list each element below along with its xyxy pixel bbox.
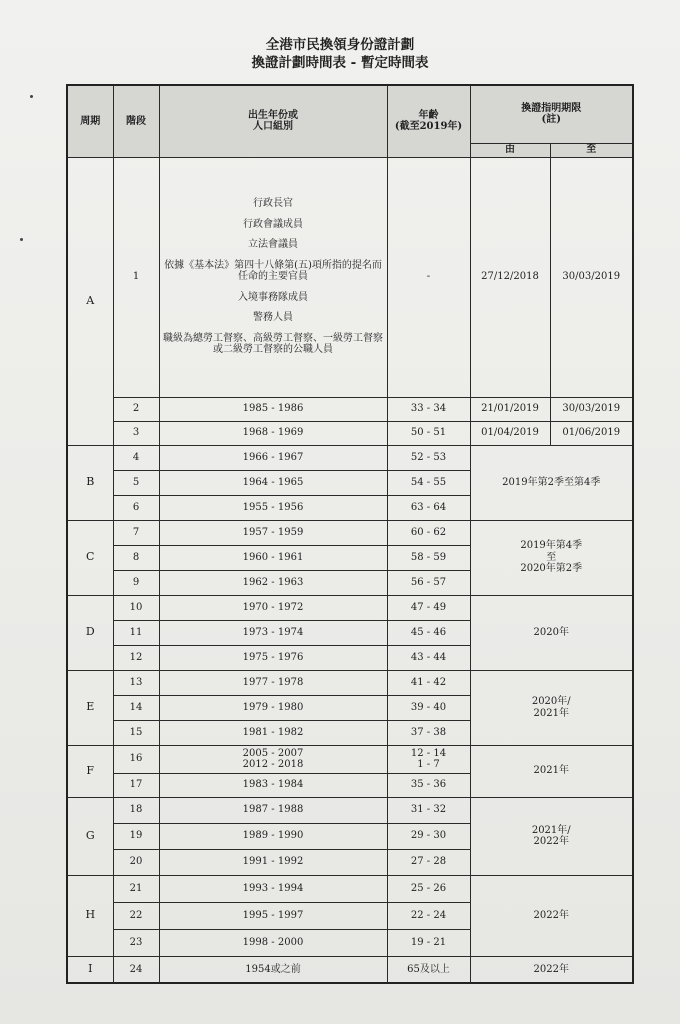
- phase-label: F: [67, 745, 113, 797]
- birth-years: 1977 - 1978: [159, 670, 387, 695]
- birth-years: 2005 - 2007 2012 - 2018: [159, 745, 387, 773]
- stage-number: 15: [113, 720, 159, 745]
- stage-number: 18: [113, 797, 159, 823]
- period-range: 2022年: [470, 875, 633, 956]
- group-item: 行政長官: [253, 198, 293, 210]
- age-range: 35 - 36: [387, 773, 470, 797]
- phase-label: H: [67, 875, 113, 956]
- birth-years: 1981 - 1982: [159, 720, 387, 745]
- group-item: 警務人員: [253, 312, 293, 324]
- age-range: 27 - 28: [387, 849, 470, 875]
- age-range: 52 - 53: [387, 445, 470, 470]
- period-from: 01/04/2019: [470, 421, 550, 445]
- age-range: 22 - 24: [387, 902, 470, 929]
- stage-number: 16: [113, 745, 159, 773]
- group-item: 依據《基本法》第四十八條第(五)項所指的提名而任命的主要官員: [164, 259, 382, 283]
- stage-number: 3: [113, 421, 159, 445]
- age-range: 19 - 21: [387, 929, 470, 956]
- stage-number: 7: [113, 520, 159, 545]
- stage-number: 6: [113, 495, 159, 520]
- phase-label: I: [67, 956, 113, 983]
- age-range: 31 - 32: [387, 797, 470, 823]
- table-row: [67, 421, 633, 445]
- stage-number: 20: [113, 849, 159, 875]
- birth-years: 1970 - 1972: [159, 595, 387, 620]
- birth-years: 1975 - 1976: [159, 645, 387, 670]
- table-row: [67, 670, 633, 695]
- age-range: 54 - 55: [387, 470, 470, 495]
- period-range: 2020年: [470, 595, 633, 670]
- group-item: 立法會議員: [248, 239, 298, 251]
- stage-number: 9: [113, 570, 159, 595]
- period-to: 01/06/2019: [550, 421, 633, 445]
- period-range: 2019年第2季至第4季: [470, 445, 633, 520]
- period-from: 27/12/2018: [470, 157, 550, 397]
- stage-number: 23: [113, 929, 159, 956]
- header-to: 至: [550, 143, 633, 157]
- table-row: [67, 745, 633, 773]
- age-range: -: [387, 157, 470, 397]
- age-range: 39 - 40: [387, 695, 470, 720]
- phase-label: A: [67, 157, 113, 445]
- age-range: 25 - 26: [387, 875, 470, 902]
- document-subtitle: 換證計劃時間表 - 暫定時間表: [251, 55, 429, 71]
- age-range: 45 - 46: [387, 620, 470, 645]
- period-range: 2020年/ 2021年: [470, 670, 633, 745]
- stage-number: 17: [113, 773, 159, 797]
- birth-years: 1983 - 1984: [159, 773, 387, 797]
- phase-label: D: [67, 595, 113, 670]
- age-range: 41 - 42: [387, 670, 470, 695]
- document-title: 全港市民換領身份證計劃: [265, 37, 415, 53]
- stage-number: 10: [113, 595, 159, 620]
- table-row: [67, 397, 633, 421]
- header-age: 年齡 (截至2019年): [387, 85, 470, 157]
- birth-years: 1954或之前: [159, 956, 387, 983]
- birth-years: 1973 - 1974: [159, 620, 387, 645]
- age-range: 63 - 64: [387, 495, 470, 520]
- scan-mark: [30, 95, 33, 98]
- birth-years: 1991 - 1992: [159, 849, 387, 875]
- birth-years: 1979 - 1980: [159, 695, 387, 720]
- period-range: 2021年/ 2022年: [470, 797, 633, 875]
- age-range: 58 - 59: [387, 545, 470, 570]
- birth-years: 1962 - 1963: [159, 570, 387, 595]
- phase-label: C: [67, 520, 113, 595]
- birth-years: 1968 - 1969: [159, 421, 387, 445]
- stage-number: 4: [113, 445, 159, 470]
- birth-years: 1966 - 1967: [159, 445, 387, 470]
- age-range: 50 - 51: [387, 421, 470, 445]
- header-from: 由: [470, 143, 550, 157]
- age-range: 29 - 30: [387, 823, 470, 849]
- official-groups: [159, 157, 387, 397]
- table-row: [67, 875, 633, 902]
- stage-number: 21: [113, 875, 159, 902]
- stage-number: 22: [113, 902, 159, 929]
- age-range: 65及以上: [387, 956, 470, 983]
- period-range: 2022年: [470, 956, 633, 983]
- schedule-table: [66, 84, 634, 984]
- stage-number: 2: [113, 397, 159, 421]
- stage-number: 5: [113, 470, 159, 495]
- period-from: 21/01/2019: [470, 397, 550, 421]
- birth-years: 1955 - 1956: [159, 495, 387, 520]
- birth-years: 1957 - 1959: [159, 520, 387, 545]
- stage-number: 11: [113, 620, 159, 645]
- stage-number: 8: [113, 545, 159, 570]
- stage-number: 1: [113, 157, 159, 397]
- birth-years: 1964 - 1965: [159, 470, 387, 495]
- age-range: 43 - 44: [387, 645, 470, 670]
- birth-years: 1995 - 1997: [159, 902, 387, 929]
- period-to: 30/03/2019: [550, 397, 633, 421]
- table-row: [67, 445, 633, 470]
- table-row: [67, 595, 633, 620]
- age-range: 60 - 62: [387, 520, 470, 545]
- scan-mark: [20, 238, 23, 241]
- birth-years: 1989 - 1990: [159, 823, 387, 849]
- age-range: 47 - 49: [387, 595, 470, 620]
- birth-years: 1993 - 1994: [159, 875, 387, 902]
- stage-number: 12: [113, 645, 159, 670]
- age-range: 12 - 14 1 - 7: [387, 745, 470, 773]
- header-group: 出生年份或 人口組別: [159, 85, 387, 157]
- stage-number: 14: [113, 695, 159, 720]
- birth-years: 1998 - 2000: [159, 929, 387, 956]
- stage-number: 19: [113, 823, 159, 849]
- birth-years: 1987 - 1988: [159, 797, 387, 823]
- group-item: 入境事務隊成員: [238, 291, 308, 303]
- age-range: 33 - 34: [387, 397, 470, 421]
- table-row: [67, 520, 633, 545]
- group-item: 職級為總勞工督察、高級勞工督察、一級勞工督察或二級勞工督察的公職人員: [163, 332, 383, 356]
- period-range: 2019年第4季 至 2020年第2季: [470, 520, 633, 595]
- period-range: 2021年: [470, 745, 633, 797]
- header-stage: 階段: [113, 85, 159, 157]
- phase-label: G: [67, 797, 113, 875]
- birth-years: 1985 - 1986: [159, 397, 387, 421]
- birth-years: 1960 - 1961: [159, 545, 387, 570]
- group-item: 行政會議成員: [243, 218, 303, 230]
- table-row: [67, 157, 633, 397]
- stage-number: 13: [113, 670, 159, 695]
- table-row: [67, 797, 633, 823]
- age-range: 37 - 38: [387, 720, 470, 745]
- table-row: [67, 956, 633, 983]
- phase-label: E: [67, 670, 113, 745]
- header-phase: 周期: [67, 85, 113, 157]
- header-period: 換證指明期限 (註): [470, 85, 633, 143]
- period-to: 30/03/2019: [550, 157, 633, 397]
- phase-label: B: [67, 445, 113, 520]
- stage-number: 24: [113, 956, 159, 983]
- age-range: 56 - 57: [387, 570, 470, 595]
